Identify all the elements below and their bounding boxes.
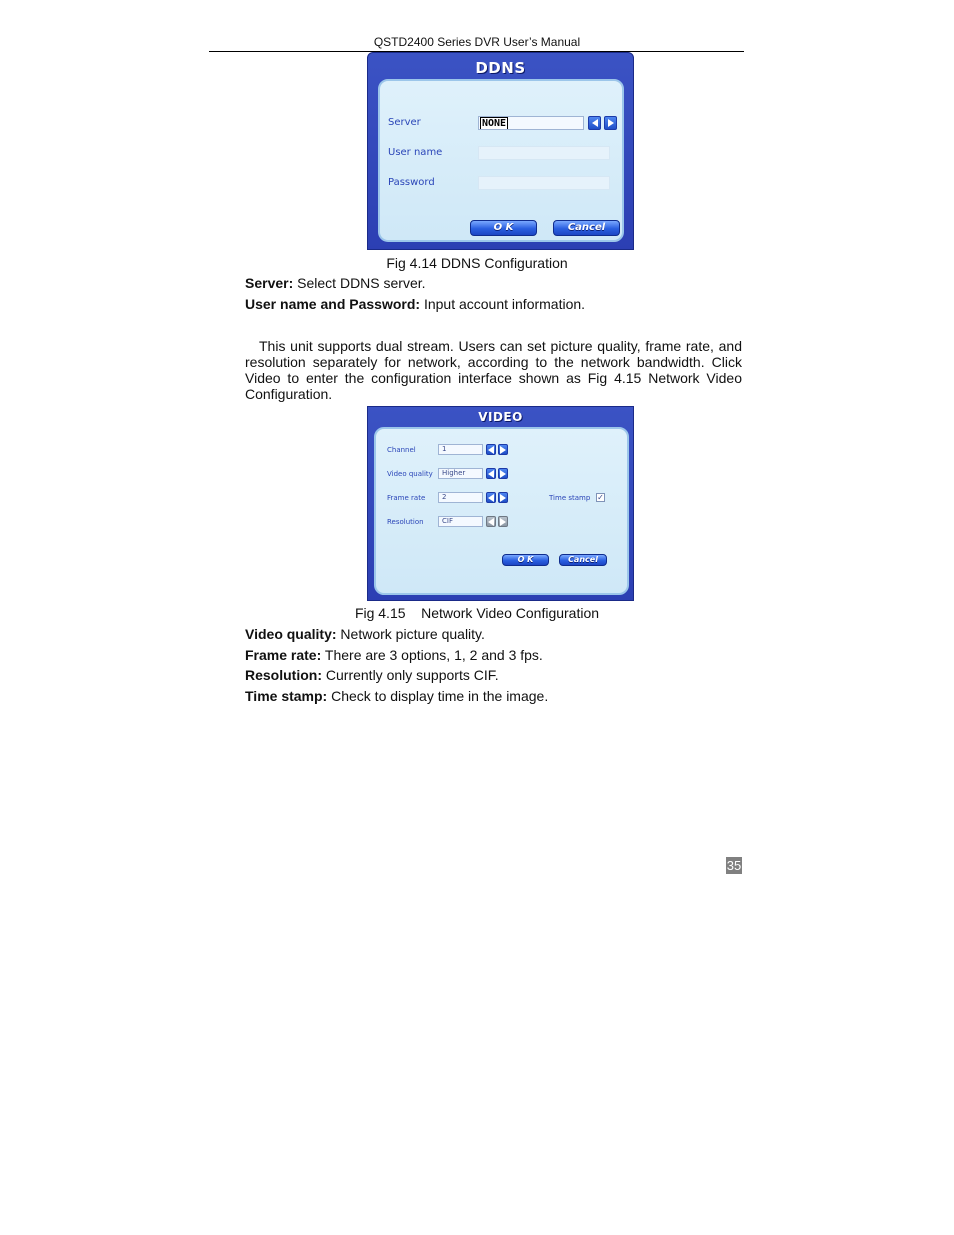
video-note-resolution	[245, 667, 499, 683]
left-arrow-icon	[488, 518, 494, 526]
username-input[interactable]	[478, 146, 610, 160]
right-arrow-icon	[500, 470, 506, 478]
time-stamp-label: Time stamp	[549, 494, 591, 502]
note-term: Resolution:	[245, 667, 322, 683]
ddns-panel	[378, 79, 624, 242]
note-term: Frame rate:	[245, 647, 322, 663]
left-arrow-icon	[488, 470, 494, 478]
server-label: Server	[388, 117, 421, 128]
note-term: Server:	[245, 275, 294, 291]
framerate-next-arrow[interactable]	[498, 492, 508, 503]
password-input[interactable]	[478, 176, 610, 190]
note-text: There are 3 options, 1, 2 and 3 fps.	[321, 647, 543, 663]
framerate-prev-arrow[interactable]	[486, 492, 496, 503]
video-quality-label: Video quality	[387, 470, 433, 478]
intro-paragraph: This unit supports dual stream. Users can set picture quality, frame rate, and resolution separately for network, according to the network bandwidth. Click Video to enter the configuration interface shown as Fig 4.15 Network Video Configuration.	[245, 338, 742, 402]
left-arrow-icon	[488, 446, 494, 454]
video-cancel-button[interactable]: Cancel	[559, 554, 607, 566]
right-arrow-icon	[500, 446, 506, 454]
channel-select[interactable]: 1	[438, 444, 483, 455]
right-arrow-icon	[500, 518, 506, 526]
video-quality-select[interactable]: Higher	[438, 468, 483, 479]
note-term: Video quality:	[245, 626, 337, 642]
video-figure-caption: Fig 4.15 Network Video Configuration	[354, 605, 600, 621]
ddns-window	[367, 52, 634, 250]
left-arrow-icon	[488, 494, 494, 502]
username-label: User name	[388, 147, 443, 158]
frame-rate-label: Frame rate	[387, 494, 426, 502]
ddns-ok-button[interactable]: O K	[470, 220, 537, 236]
resolution-select[interactable]: CIF	[438, 516, 483, 527]
frame-rate-select[interactable]: 2	[438, 492, 483, 503]
ddns-note-server	[245, 275, 426, 291]
quality-next-arrow[interactable]	[498, 468, 508, 479]
video-window	[367, 406, 634, 601]
time-stamp-checkbox[interactable]: ✓	[597, 493, 604, 502]
note-text: Input account information.	[420, 296, 586, 312]
note-text: Check to display time in the image.	[327, 688, 549, 704]
ddns-cancel-button[interactable]: Cancel	[553, 220, 620, 236]
channel-prev-arrow[interactable]	[486, 444, 496, 455]
video-note-timestamp	[245, 688, 548, 704]
ddns-figure-caption: Fig 4.14 DDNS Configuration	[386, 255, 568, 271]
video-ok-button[interactable]: O K	[502, 554, 549, 566]
video-panel	[374, 427, 629, 595]
resolution-prev-arrow	[486, 516, 496, 527]
right-arrow-icon	[500, 494, 506, 502]
channel-next-arrow[interactable]	[498, 444, 508, 455]
server-select[interactable]	[478, 116, 584, 130]
note-term: Time stamp:	[245, 688, 328, 704]
resolution-next-arrow	[498, 516, 508, 527]
note-text: Network picture quality.	[336, 626, 485, 642]
quality-prev-arrow[interactable]	[486, 468, 496, 479]
video-window-title: VIDEO	[478, 410, 523, 424]
server-value: NONE	[482, 118, 507, 129]
page-number: 35	[726, 858, 742, 873]
video-note-framerate	[245, 647, 543, 663]
password-label: Password	[388, 177, 435, 188]
note-text: Currently only supports CIF.	[322, 667, 499, 683]
ddns-window-title: DDNS	[475, 59, 526, 77]
page-header-title: QSTD2400 Series DVR User’s Manual	[373, 35, 581, 49]
note-term: User name and Password:	[245, 296, 421, 312]
right-arrow-icon	[608, 119, 614, 127]
left-arrow-icon	[592, 119, 598, 127]
resolution-label: Resolution	[387, 518, 424, 526]
server-prev-arrow[interactable]	[588, 116, 601, 130]
note-text: Select DDNS server.	[293, 275, 426, 291]
ddns-note-credentials	[245, 296, 585, 312]
server-next-arrow[interactable]	[604, 116, 617, 130]
video-note-quality	[245, 626, 485, 642]
channel-label: Channel	[387, 446, 416, 454]
